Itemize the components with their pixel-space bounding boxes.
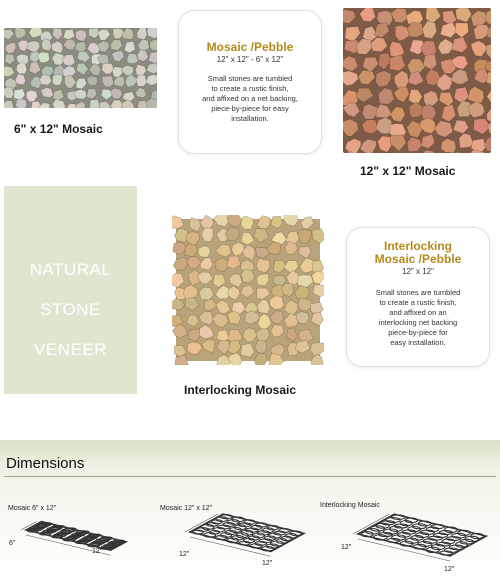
- diagram-2-label: Mosaic 12" x 12": [160, 505, 213, 512]
- veneer-line-2: STONE: [40, 300, 101, 319]
- interlocking-card-description: Small stones are tumbled to create a rustic finish, and affixed on an interlocking net backing piece-by-piece for easy installation.: [375, 288, 461, 347]
- veneer-line-1: NATURAL: [29, 260, 112, 279]
- diagram-2-bottom: 12": [262, 560, 273, 567]
- interlocking-mosaic-image: [172, 215, 324, 365]
- interlocking-info-card: [346, 227, 490, 367]
- diagram-1-side: 6": [9, 540, 16, 547]
- mosaic-12x12-caption: 12" x 12" Mosaic: [360, 164, 456, 178]
- pebble-info-card: [178, 10, 322, 154]
- mosaic-12x12-image: [343, 8, 491, 153]
- interlocking-card-title-line-2: Mosaic /Pebble: [374, 252, 462, 266]
- mosaic-6x12-caption: 6" x 12" Mosaic: [14, 122, 103, 136]
- interlocking-card-title-line-1: Interlocking: [383, 239, 452, 253]
- interlocking-mosaic-caption: Interlocking Mosaic: [184, 383, 297, 397]
- pebble-card-title: Mosaic /Pebble: [206, 40, 294, 54]
- diagram-1-bottom: 12": [92, 548, 103, 555]
- veneer-line-3: VENEER: [34, 340, 107, 359]
- diagram-3-side: 12": [341, 544, 352, 551]
- pebble-card-sizes: 12" x 12" - 6" x 12": [216, 55, 284, 64]
- diagram-3-label: Interlocking Mosaic: [320, 502, 380, 509]
- diagram-1-label: Mosaic 6" x 12": [8, 505, 57, 512]
- diagram-3-bottom: 12": [444, 566, 455, 573]
- diagram-3-drawing: [318, 508, 498, 578]
- dimensions-divider: [4, 476, 496, 477]
- interlocking-card-sizes: 12" x 12": [402, 267, 434, 276]
- dimensions-title: Dimensions: [6, 455, 85, 472]
- pebble-card-description: Small stones are tumbled to create a rustic finish, and affixed on a net backing, piece-by-piece for easy installation.: [202, 74, 298, 123]
- diagram-2-drawing: [158, 508, 310, 570]
- diagram-1-drawing: [4, 510, 154, 558]
- mosaic-6x12-image: [4, 28, 157, 108]
- diagram-2-side: 12": [179, 551, 190, 558]
- natural-stone-veneer-panel: [4, 186, 137, 394]
